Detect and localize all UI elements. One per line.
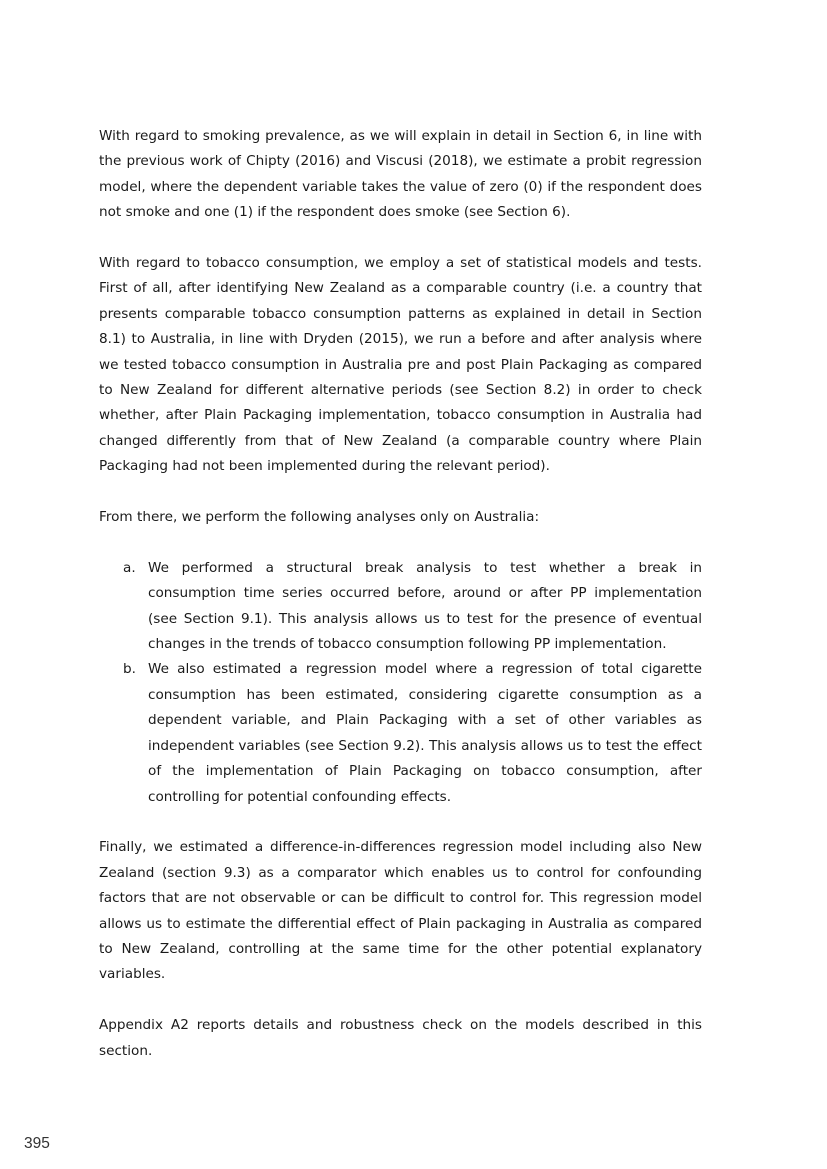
- list-marker: a.: [123, 559, 136, 576]
- list-item: [123, 657, 702, 809]
- list-marker: b.: [123, 661, 136, 678]
- list-item-text: We also estimated a regression model where a regression of total cigarette consumption has been estimated, considering cigarette consumption as a dependent variable, and Plain Packaging with a set of other variables as independent variables (see Section 9.2). This analysis allows us to test the effect of the implementation of Plain Packaging on tobacco consumption, after controlling for potential confounding effects.: [148, 661, 702, 805]
- paragraph-tobacco-consumption: With regard to tobacco consumption, we employ a set of statistical models and tests. First of all, after identifying New Zealand as a comparable country (i.e. a country that presents comparable tobacco consumption patterns as explained in detail in Section 8.1) to Australia, in line with Dryden (2015), we run a before and after analysis where we tested tobacco consumption in Australia pre and post Plain Packaging as compared to New Zealand for different alternative periods (see Section 8.2) in order to check whether, after Plain Packaging implementation, tobacco consumption in Australia had changed differently from that of New Zealand (a comparable country where Plain Packaging had not been implemented during the relevant period).: [99, 255, 702, 475]
- paragraph-difference-in-differences: Finally, we estimated a difference-in-differences regression model including also New Zealand (section 9.3) as a comparator which enables us to control for confounding factors that are not observable or can be difficult to control for. This regression model allows us to estimate the differential effect of Plain packaging in Australia as compared to New Zealand, controlling at the same time for the other potential explanatory variables.: [99, 839, 702, 983]
- list-item: [123, 556, 702, 658]
- analyses-list: [99, 556, 702, 810]
- page-body: [99, 124, 702, 1064]
- page-number: 395: [24, 1135, 50, 1152]
- paragraph-analyses-intro: From there, we perform the following analyses only on Australia:: [99, 509, 540, 526]
- paragraph-smoking-prevalence: With regard to smoking prevalence, as we will explain in detail in Section 6, in line with the previous work of Chipty (2016) and Viscusi (2018), we estimate a probit regression model, where the dependent variable takes the value of zero (0) if the respondent does not smoke and one (1) if the respondent does smoke (see Section 6).: [99, 128, 702, 221]
- list-item-text: We performed a structural break analysis to test whether a break in consumption time series occurred before, around or after PP implementation (see Section 9.1). This analysis allows us to test for the presence of eventual changes in the trends of tobacco consumption following PP implementation.: [148, 559, 702, 653]
- paragraph-appendix: Appendix A2 reports details and robustness check on the models described in this section.: [99, 1017, 702, 1059]
